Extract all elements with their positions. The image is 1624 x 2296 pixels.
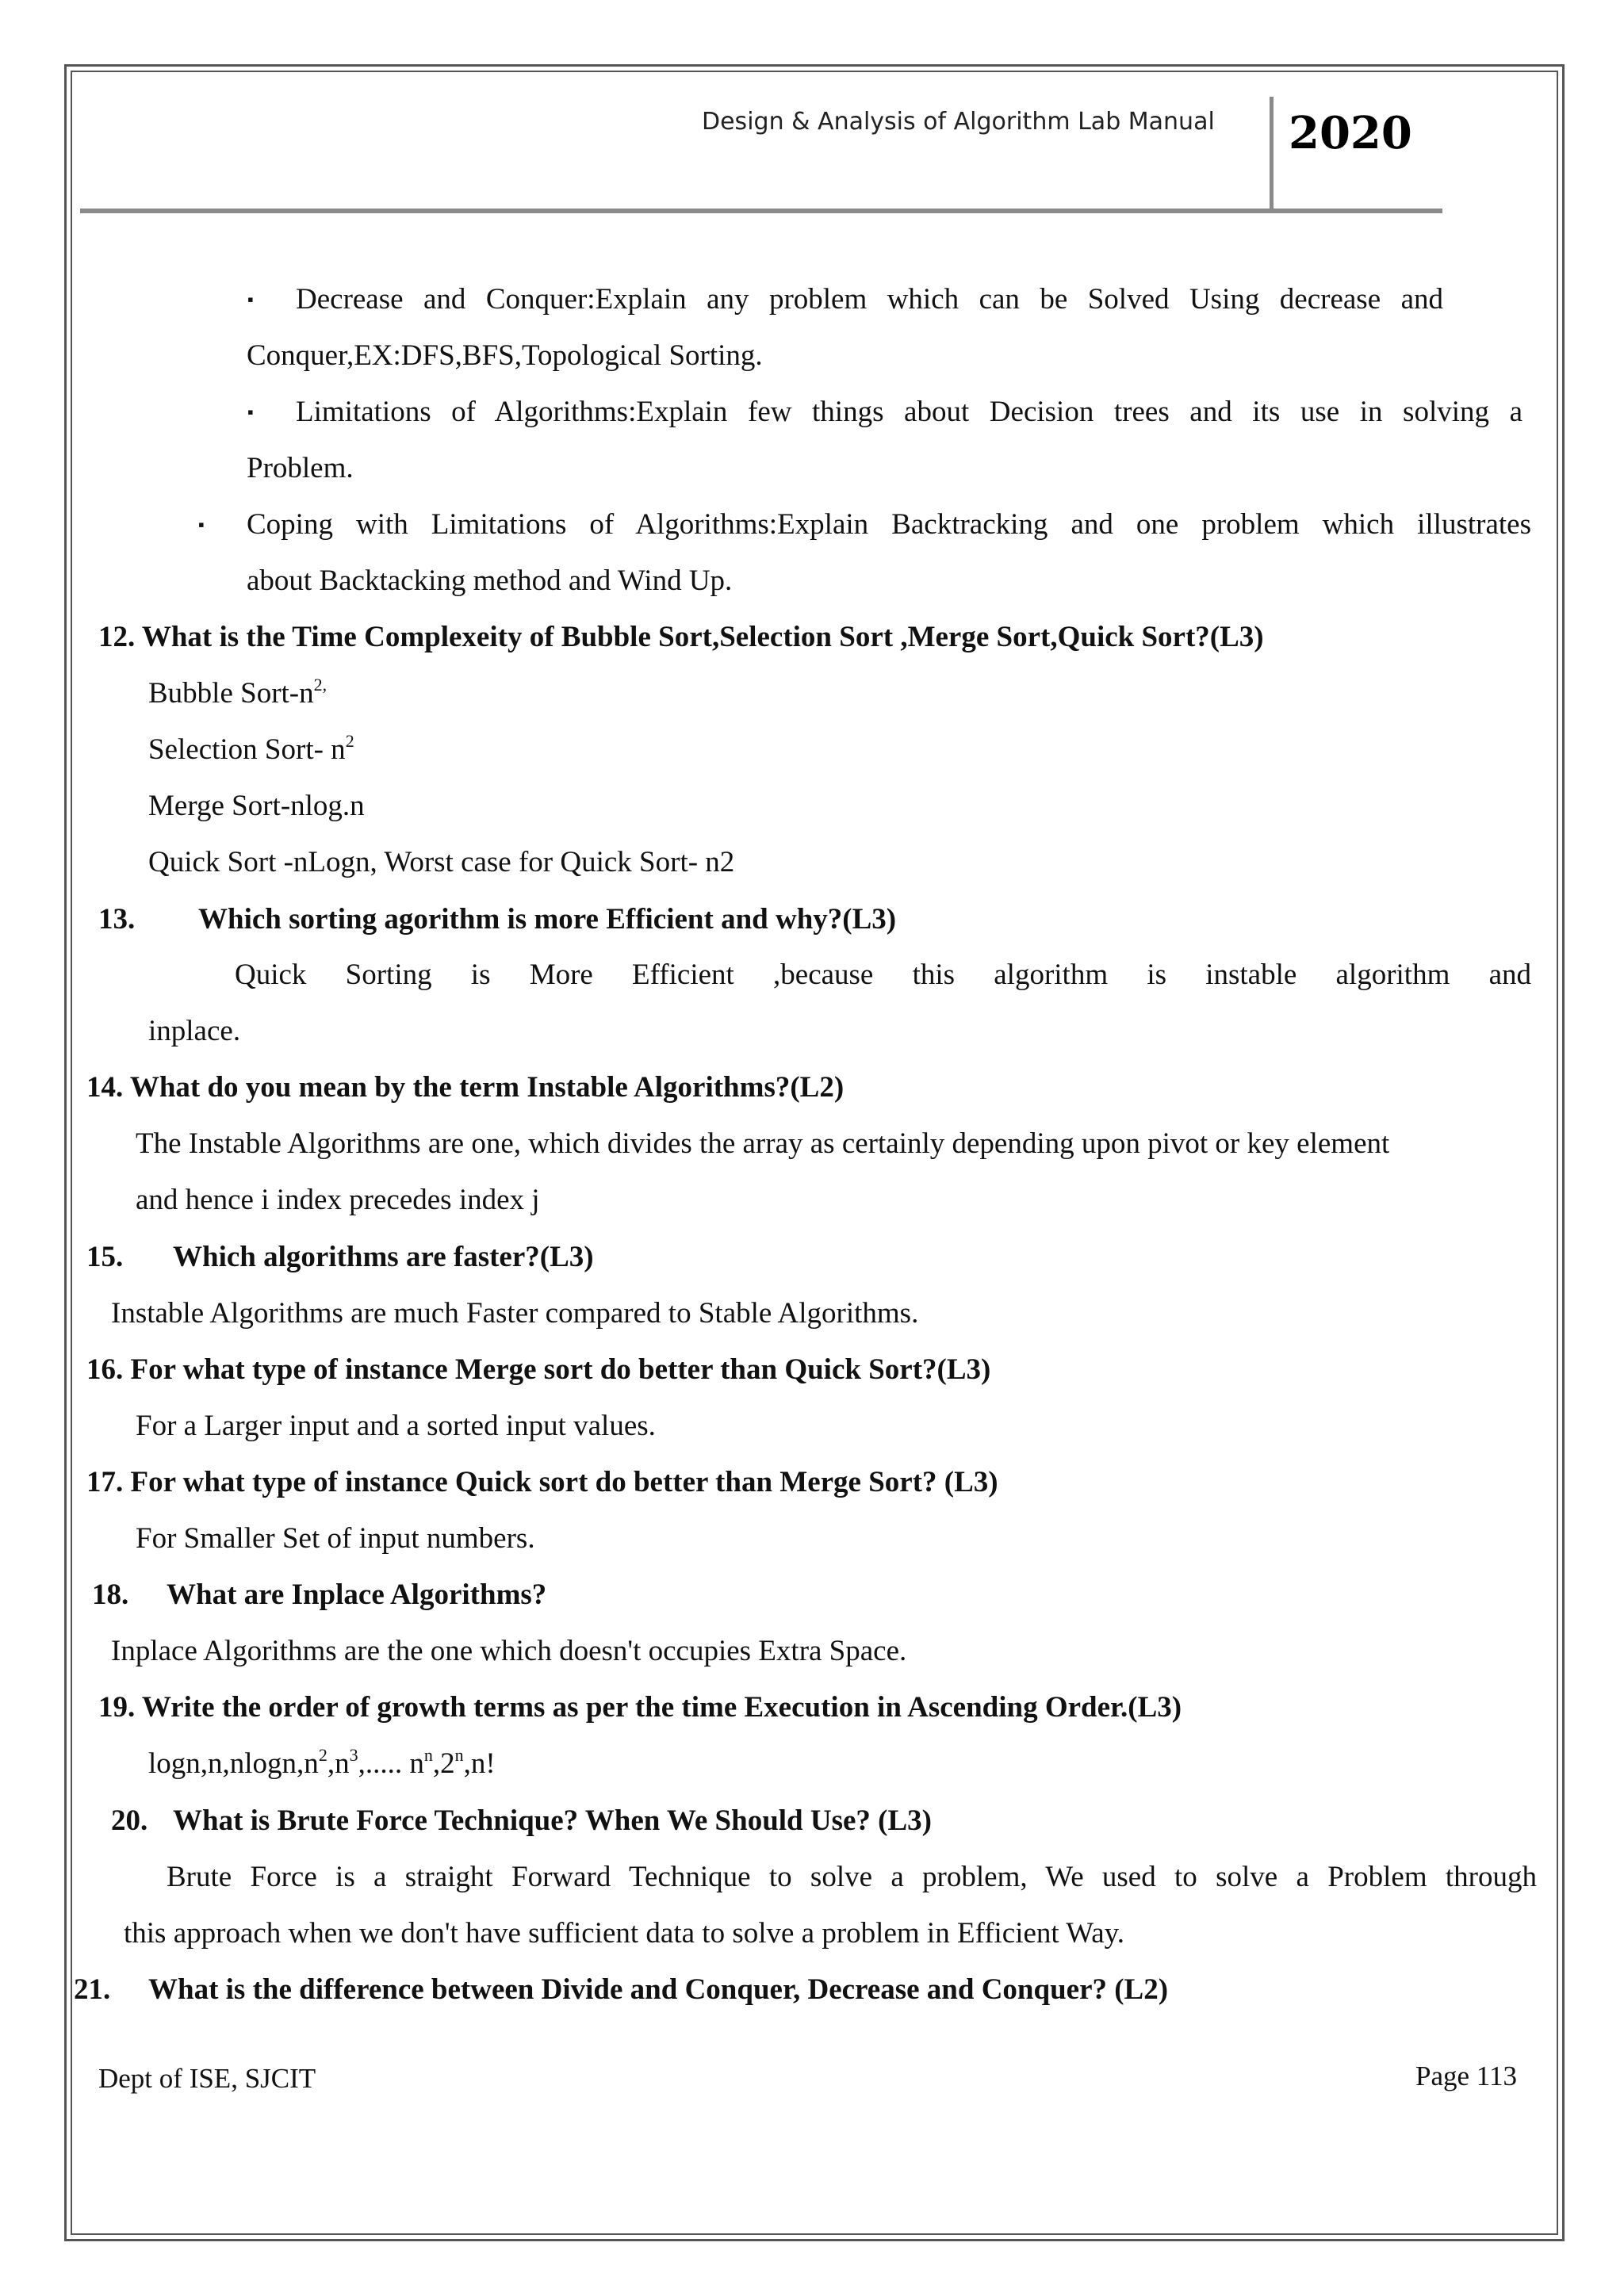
question-18-number: 18. bbox=[92, 1578, 129, 1611]
question-21-number: 21. bbox=[74, 1973, 111, 2006]
question-17: 17. For what type of instance Quick sort do better than Merge Sort? (L3) bbox=[86, 1466, 998, 1498]
answer-14-line-1: The Instable Algorithms are one, which divides the array as certainly depending upon pivot or key element bbox=[136, 1127, 1390, 1160]
answer-18: Inplace Algorithms are the one which doesn't occupies Extra Space. bbox=[111, 1635, 907, 1667]
question-16: 16. For what type of instance Merge sort do better than Quick Sort?(L3) bbox=[86, 1353, 991, 1386]
bullet-3-line-2: about Backtacking method and Wind Up. bbox=[247, 564, 733, 597]
bullet-square-icon: ▪ bbox=[247, 289, 254, 309]
answer-12-quick: Quick Sort -nLogn, Worst case for Quick Sort- n2 bbox=[148, 846, 735, 878]
bullet-3-line-1: Coping with Limitations of Algorithms:Explain Backtracking and one problem which illustrates bbox=[247, 508, 1531, 541]
bullet-1-line-2: Conquer,EX:DFS,BFS,Topological Sorting. bbox=[247, 339, 763, 372]
footer-dept: Dept of ISE, SJCIT bbox=[98, 2063, 316, 2094]
answer-20-line-1: Brute Force is a straight Forward Technique to solve a problem, We used to solve a Problem through bbox=[167, 1861, 1537, 1893]
question-15: Which algorithms are faster?(L3) bbox=[173, 1241, 594, 1273]
answer-20-line-2: this approach when we don't have sufficient data to solve a problem in Efficient Way. bbox=[124, 1917, 1125, 1950]
header-rule bbox=[80, 209, 1442, 213]
footer-page-number: Page 113 bbox=[1415, 2061, 1517, 2091]
bullet-square-icon: ▪ bbox=[198, 515, 205, 534]
answer-12-selection: Selection Sort- $n^2$ bbox=[148, 730, 354, 766]
bullet-1-line-1: Decrease and Conquer:Explain any problem which can be Solved Using decrease and bbox=[296, 283, 1443, 316]
question-13: Which sorting agorithm is more Efficient and why?(L3) bbox=[198, 903, 897, 936]
question-12: 12. What is the Time Complexeity of Bubble Sort,Selection Sort ,Merge Sort,Quick Sort?(L3) bbox=[98, 621, 1264, 653]
bullet-square-icon: ▪ bbox=[247, 402, 254, 422]
answer-17: For Smaller Set of input numbers. bbox=[136, 1522, 535, 1555]
question-19: 19. Write the order of growth terms as per the time Execution in Ascending Order.(L3) bbox=[98, 1691, 1182, 1724]
question-14: 14. What do you mean by the term Instable Algorithms?(L2) bbox=[86, 1071, 845, 1104]
answer-12-bubble: Bubble Sort-$n^{2,}$ bbox=[148, 674, 327, 710]
answer-13-line-1: Quick Sorting is More Efficient ,because this algorithm is instable algorithm and bbox=[235, 959, 1531, 991]
header-year: 2020 bbox=[1289, 107, 1412, 159]
question-15-number: 15. bbox=[86, 1241, 124, 1273]
answer-15: Instable Algorithms are much Faster compared to Stable Algorithms. bbox=[111, 1297, 919, 1330]
header-title: Design & Analysis of Algorithm Lab Manual bbox=[702, 108, 1215, 136]
answer-14-line-2: and hence i index precedes index j bbox=[136, 1184, 540, 1216]
answer-19: $\log n,n,nlogn,n^2,n^3$,..... $n^n,2^n,n$! bbox=[148, 1744, 496, 1780]
answer-16: For a Larger input and a sorted input values. bbox=[136, 1410, 656, 1442]
answer-13-line-2: inplace. bbox=[148, 1015, 241, 1047]
bullet-2-line-2: Problem. bbox=[247, 452, 354, 484]
header-divider bbox=[1270, 97, 1274, 212]
question-18: What are Inplace Algorithms? bbox=[167, 1578, 547, 1611]
answer-12-merge: Merge Sort-nlog.n bbox=[148, 790, 365, 822]
question-13-number: 13. bbox=[98, 903, 136, 936]
question-20: What is Brute Force Technique? When We Should Use? (L3) bbox=[173, 1804, 932, 1837]
bullet-2-line-1: Limitations of Algorithms:Explain few things about Decision trees and its use in solving a bbox=[296, 396, 1522, 428]
question-20-number: 20. bbox=[111, 1804, 148, 1837]
question-21: What is the difference between Divide and Conquer, Decrease and Conquer? (L2) bbox=[148, 1973, 1169, 2006]
